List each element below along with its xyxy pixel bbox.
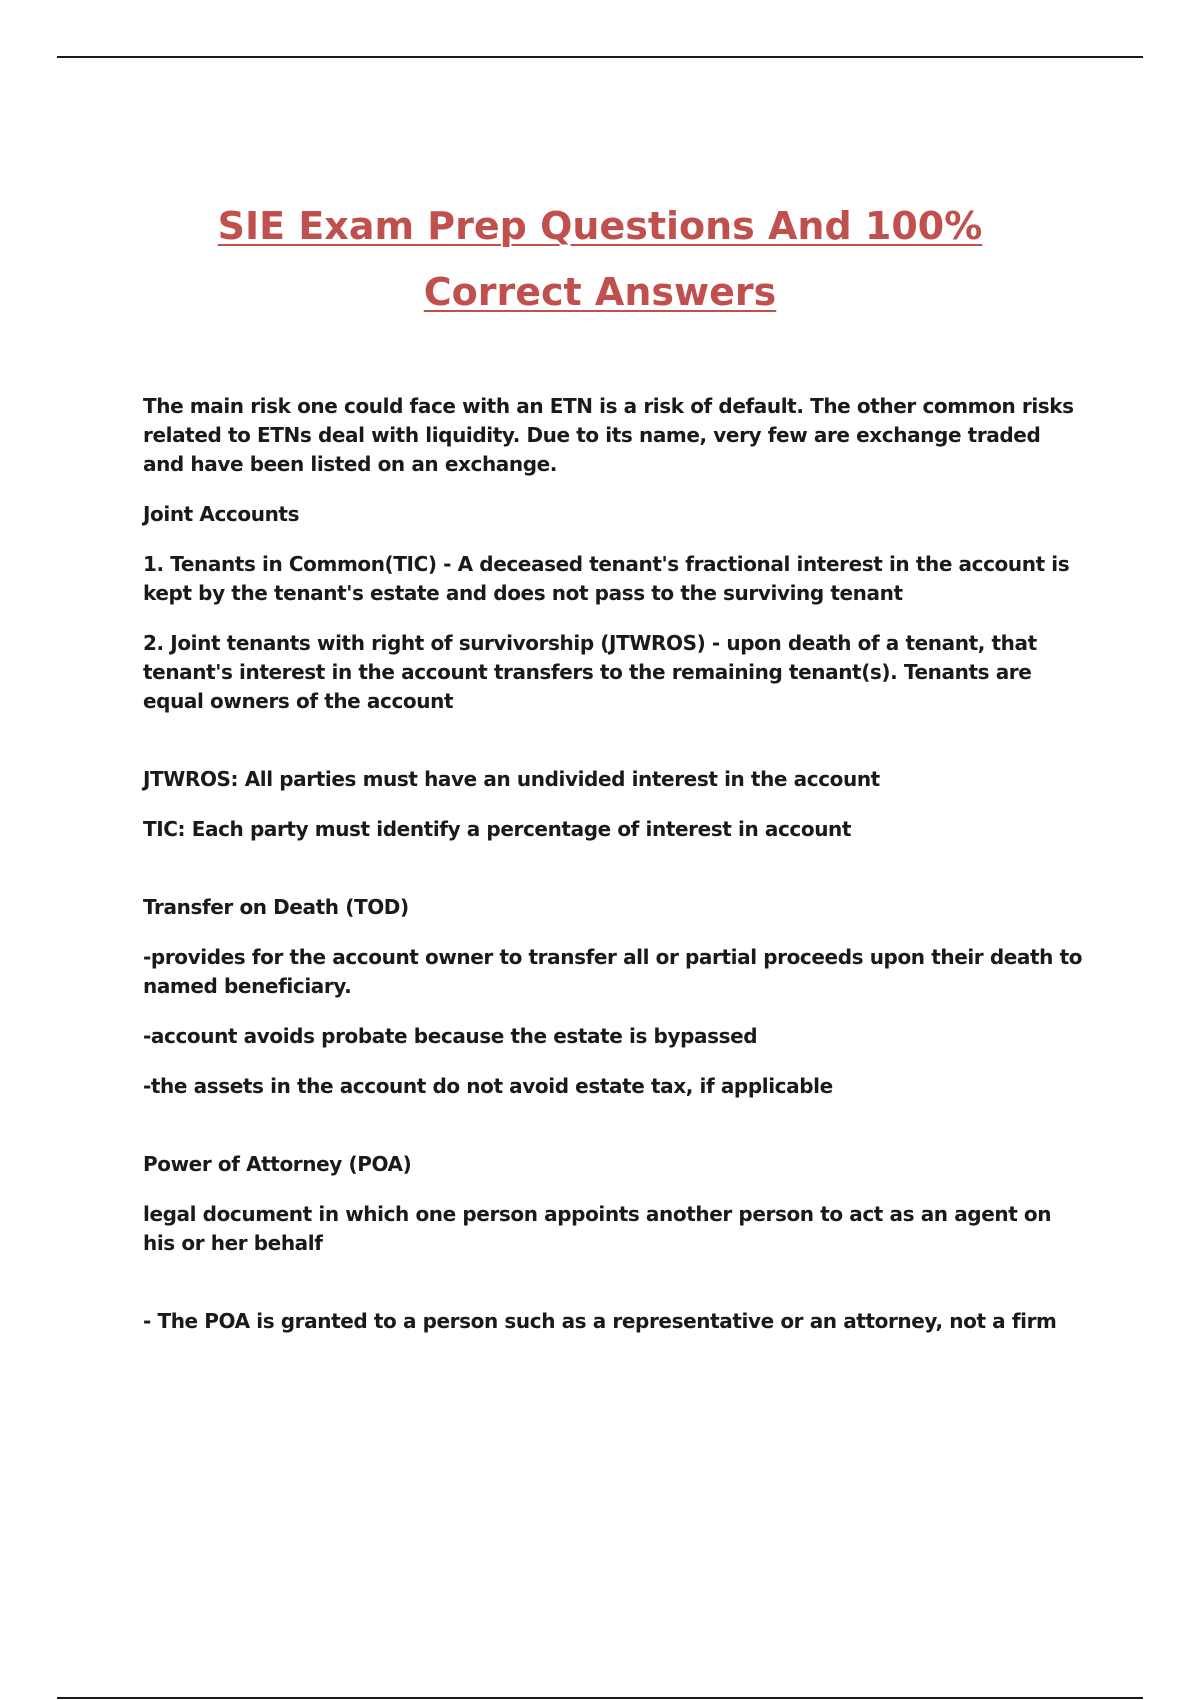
document-title [0, 193, 1200, 325]
jtwros-note: JTWROS: All parties must have an undivided interest in the account [143, 767, 880, 791]
header-rule [57, 56, 1143, 58]
footer-rule [57, 1697, 1143, 1699]
tod-point-2: -account avoids probate because the estate is bypassed [143, 1024, 758, 1048]
etn-risk-paragraph: The main risk one could face with an ETN is a risk of default. The other common risks related to ETNs deal with liquidity. Due to its name, very few are exchange traded and have been listed on an exchange. [143, 394, 1074, 476]
tod-point-3: -the assets in the account do not avoid estate tax, if applicable [143, 1074, 833, 1098]
tic-note: TIC: Each party must identify a percentage of interest in account [143, 817, 852, 841]
tic-definition: 1. Tenants in Common(TIC) - A deceased tenant's fractional interest in the account is kept by the tenant's estate and does not pass to the surviving tenant [143, 552, 1070, 605]
document-body [143, 392, 1083, 1357]
title-line-1: SIE Exam Prep Questions And 100% [217, 204, 983, 248]
jtwros-definition: 2. Joint tenants with right of survivorship (JTWROS) - upon death of a tenant, that tenant's interest in the account transfers to the remaining tenant(s). Tenants are equal owners of the account [143, 631, 1037, 713]
poa-heading: Power of Attorney (POA) [143, 1152, 412, 1176]
joint-accounts-heading: Joint Accounts [143, 502, 300, 526]
tod-point-1: -provides for the account owner to transfer all or partial proceeds upon their death to named beneficiary. [143, 945, 1083, 998]
poa-definition: legal document in which one person appoints another person to act as an agent on his or her behalf [143, 1202, 1052, 1255]
poa-note: - The POA is granted to a person such as a representative or an attorney, not a firm [143, 1309, 1057, 1333]
title-line-2: Correct Answers [423, 270, 777, 314]
tod-heading: Transfer on Death (TOD) [143, 895, 409, 919]
